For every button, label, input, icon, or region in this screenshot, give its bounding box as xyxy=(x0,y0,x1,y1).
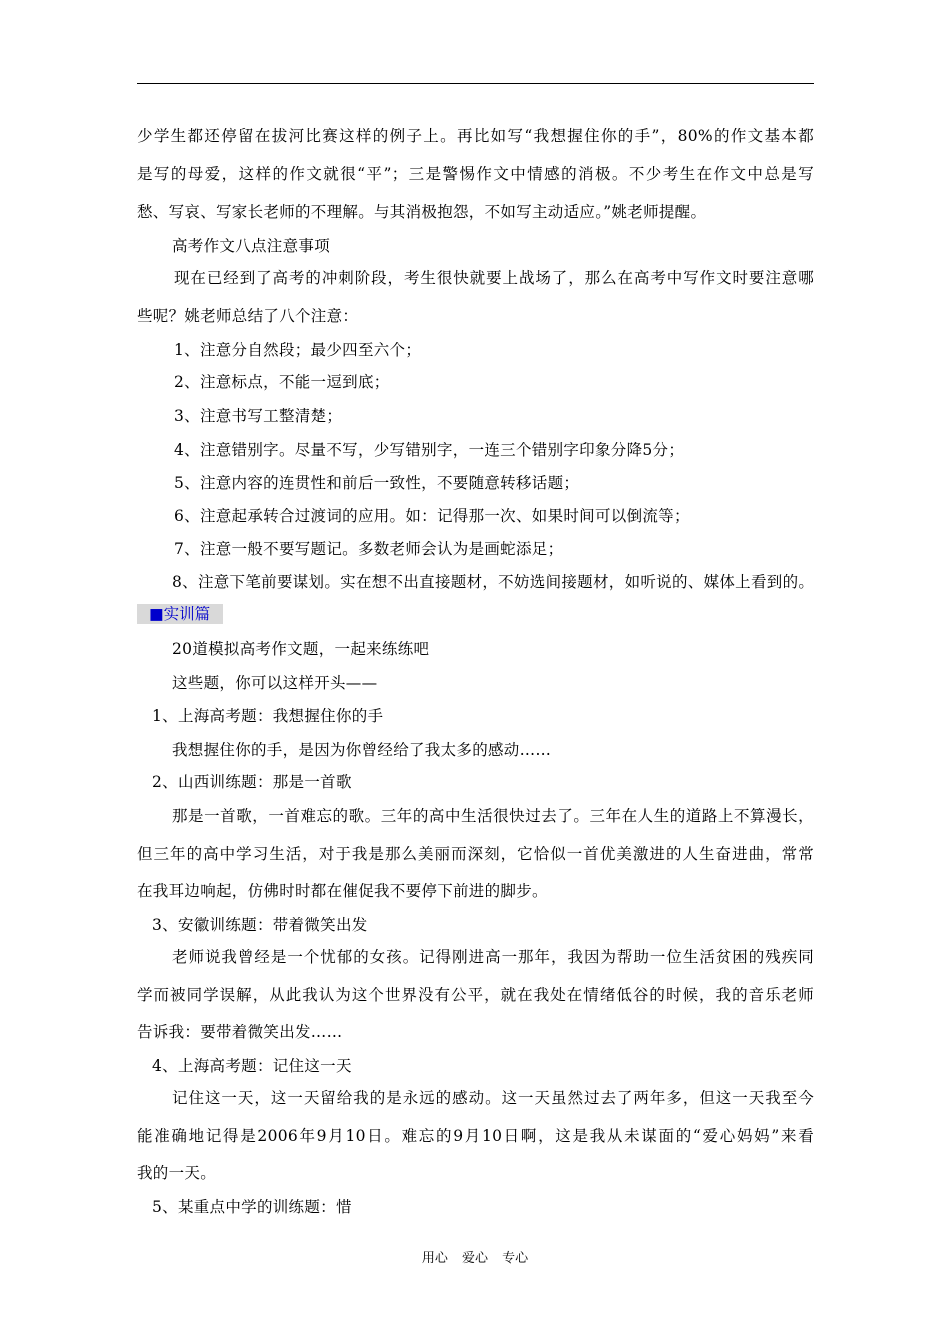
header-rule xyxy=(137,83,814,84)
list-item: 4、注意错别字。尽量不写，少写错别字，一连三个错别字印象分降5分； xyxy=(174,441,685,459)
paragraph-line: 些呢？姚老师总结了八个注意： xyxy=(137,307,359,325)
paragraph-line: 在我耳边响起，仿佛时时都在催促我不要停下前进的脚步。 xyxy=(137,882,548,900)
paragraph-line: 老师说我曾经是一个忧郁的女孩。记得刚进高一那年，我因为帮助一位生活贫困的残疾同 xyxy=(172,948,814,966)
paragraph-line: 能准确地记得是2006年9月10日。难忘的9月10日啊，这是我从未谋面的“爱心妈妈”来看 xyxy=(137,1127,814,1145)
list-item: 8、注意下笔前要谋划。实在想不出直接题材，不妨选间接题材，如听说的、媒体上看到的。 xyxy=(172,573,815,591)
topic-heading: 1、上海高考题：我想握住你的手 xyxy=(152,707,384,725)
paragraph-line: 学而被同学误解，从此我认为这个世界没有公平，就在我处在情绪低谷的时候，我的音乐老师 xyxy=(137,986,814,1004)
list-item: 7、注意一般不要写题记。多数老师会认为是画蛇添足； xyxy=(174,540,564,558)
paragraph-line: 是写的母爱，这样的作文就很“平”；三是警惕作文中情感的消极。不少考生在作文中总是写 xyxy=(137,165,814,183)
paragraph-line: 少学生都还停留在拔河比赛这样的例子上。再比如写“我想握住你的手”，80%的作文基本都 xyxy=(137,127,814,145)
paragraph-line: 现在已经到了高考的冲刺阶段，考生很快就要上战场了，那么在高考中写作文时要注意哪 xyxy=(174,269,814,287)
list-item: 2、注意标点，不能一逗到底； xyxy=(174,373,390,391)
topic-heading: 5、某重点中学的训练题：惜 xyxy=(152,1198,352,1216)
subheading: 高考作文八点注意事项 xyxy=(172,237,331,255)
paragraph-line: 这些题，你可以这样开头—— xyxy=(172,674,378,692)
paragraph-line: 那是一首歌，一首难忘的歌。三年的高中生活很快过去了。三年在人生的道路上不算漫长， xyxy=(172,807,814,825)
paragraph-line: 我想握住你的手，是因为你曾经给了我太多的感动…… xyxy=(172,741,552,759)
paragraph-line: 20道模拟高考作文题，一起来练练吧 xyxy=(172,640,430,658)
paragraph-line: 告诉我：要带着微笑出发…… xyxy=(137,1023,343,1041)
paragraph-line: 愁、写哀、写家长老师的不理解。与其消极抱怨，不如写主动适应。”姚老师提醒。 xyxy=(137,203,707,221)
paragraph-line: 我的一天。 xyxy=(137,1164,217,1182)
list-item: 3、注意书写工整清楚； xyxy=(174,407,343,425)
paragraph-line: 记住这一天，这一天留给我的是永远的感动。这一天虽然过去了两年多，但这一天我至今 xyxy=(172,1089,814,1107)
topic-heading: 2、山西训练题：那是一首歌 xyxy=(152,773,352,791)
list-item: 5、注意内容的连贯性和前后一致性，不要随意转移话题； xyxy=(174,474,580,492)
paragraph-line: 但三年的高中学习生活，对于我是那么美丽而深刻，它恰似一首优美激进的人生奋进曲，常常 xyxy=(137,845,814,863)
page-footer: 用心 爱心 专心 xyxy=(421,1251,529,1266)
section-heading: ■实训篇 xyxy=(137,604,223,624)
topic-heading: 3、安徽训练题：带着微笑出发 xyxy=(152,916,368,934)
list-item: 6、注意起承转合过渡词的应用。如：记得那一次、如果时间可以倒流等； xyxy=(174,507,690,525)
topic-heading: 4、上海高考题：记住这一天 xyxy=(152,1057,352,1075)
list-item: 1、注意分自然段；最少四至六个； xyxy=(174,341,422,359)
